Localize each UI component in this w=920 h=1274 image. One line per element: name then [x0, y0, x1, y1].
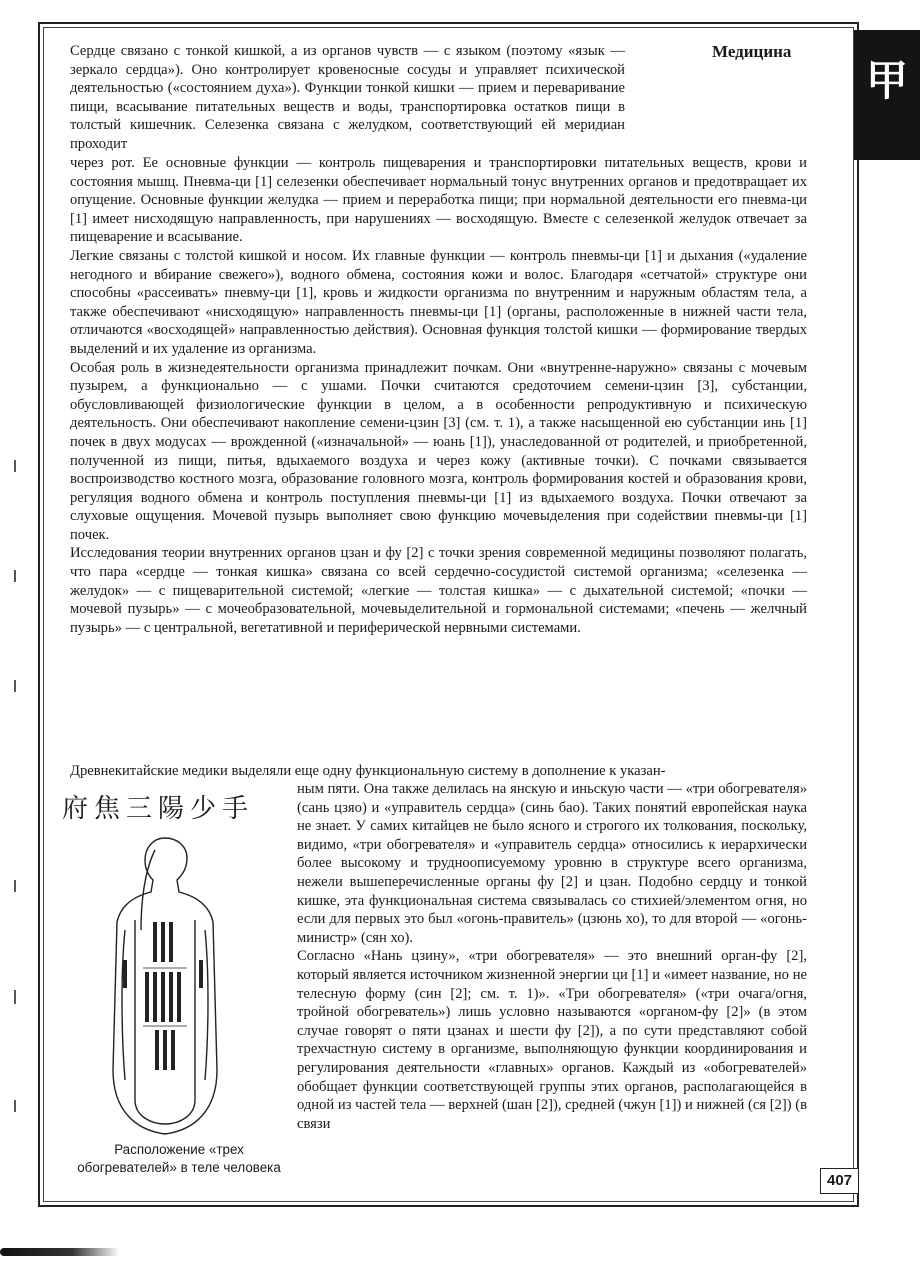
- paragraph: через рот. Ее основные функции — контроль пищеварения и транспортировки питательных веществ, крови и состояния мышц. Пневма-ци [1] селезенки обеспечивает нормальный тонус внутренних органов и предотвращает их опущение. Основные функции желудка — прием и переработка пищи; при нормальной деятельности его пневма-ци [1] имеет нисходящую направленность, при нарушениях — восходящую. Вместе с селезенкой желудок отвечает за пищеварение и всасывание.: [70, 155, 807, 246]
- section-tab: [854, 30, 920, 160]
- wrap-head-line: [70, 762, 807, 781]
- paragraph: Древнекитайские медики выделяли еще одну функциональную систему в дополнение к указан-: [70, 763, 666, 779]
- page-number: 407: [820, 1168, 859, 1194]
- scan-smear: [0, 1248, 120, 1256]
- margin-mark: [14, 1100, 16, 1112]
- main-text: [70, 154, 807, 637]
- margin-mark: [14, 460, 16, 472]
- right-column-text: [297, 780, 807, 1133]
- paragraph: Исследования теории внутренних органов цзан и фу [2] с точки зрения современной медицины позволяют полагать, что пара «сердце — тонкая кишка» связана со всей сердечно-сосудистой системой организма; «селезенка — желудок» — с пищеварительной системой; «легкие — толстая кишка» — с дыхательной системой; «почки — мочевой пузырь» — с мочеобразовательной, мочевыделительной и гормональной системами; «печень — желчный пузырь» — с центральной, вегетативной и периферической нервными системами.: [70, 545, 807, 636]
- figure-caption: Расположение «трех обогревателей» в теле человека: [77, 1142, 281, 1175]
- margin-mark: [14, 880, 16, 892]
- paragraph: Легкие связаны с толстой кишкой и носом. Их главные функции — контроль пневмы-ци [1] и дыхания («удаление негодного и вбирание свежего»), водного обмена, состояния кожи и волос. Благодаря «сетчатой» структуре они способны «рассеивать» пневму-ци [1], кровь и жидкости организма по внутренним и наружным областям тела, а также обеспечивают «нисходящую» направленность пневмы-ци [1] (органы, расположенные в нижней части тела, отличаются «восходящей» направленностью действия). Основная функция толстой кишки — формирование твердых выделений и их удаление из организма.: [70, 247, 807, 357]
- section-tab-glyph: 甲: [865, 56, 908, 105]
- margin-mark: [14, 990, 16, 1004]
- margin-mark: [14, 570, 16, 582]
- paragraph: ным пяти. Она также делилась на янскую и иньскую части — «три обогревателя» (сань цзяо) и «управитель сердца» (синь бао). Таких понятий европейская наука не знает. У самих китайцев не было ясного и строгого их толкования, поскольку, видимо, «три обогревателя» и «управитель сердца» относились к иерархически более высокому и трудноописуемому уровню в структуре всего организма, нежели вышеперечисленные органы фу [2] и цзан. Подобно сердцу и тонкой кишке, эта функциональная система связывалась со стихией/элементом огня, но если для первых это был «огонь-правитель» (цзюнь хо), то для второй — «огонь-министр» (сян хо).: [297, 781, 807, 946]
- margin-mark: [14, 680, 16, 692]
- section-title: Медицина: [712, 42, 792, 61]
- figure-three-burners: [95, 830, 235, 1140]
- paragraph: Согласно «Нань цзину», «три обогревателя» — это внешний орган-фу [2], который является источником жизненной энергии ци [1] и «имеет название, но не телесную форму (син [2]; см. т. 1)». «Три обогревателя» («три очага/огня, тройной обогреватель») лишь условно называются «органом-фу [2]» (в этом случае говорят о пяти цзанах и шести фу [2]), а по сути представляют собой трехчастную систему в организме, выполняющую функции координирования и регулирования деятельности «главных» органов. Каждый из «обогревателей» обобщает функции соответствующей группы этих органов, располагающейся в одной из частей тела — верхней (шан [2]), средней (чжун [1]) и нижней (ся [2]) (в связи: [297, 948, 807, 1132]
- figure-title: 府焦三陽少手: [62, 794, 255, 824]
- paragraph: Сердце связано с тонкой кишкой, а из органов чувств — с языком (поэтому «язык — зеркало сердца»). Оно контролирует кровеносные сосуды и управляет психической деятельностью («состоянием духа»). Функции тонкой кишки — прием и переваривание пищи, всасывание питательных веществ и воды, транспортировка остатков пищи в толстый кишечник. Селезенка связана с желудком, соответствующий ей меридиан проходит: [70, 43, 625, 152]
- paragraph: Особая роль в жизнедеятельности организма принадлежит почкам. Они «внутренне-наружно» связаны с мочевым пузырем, а функционально — с ушами. Почки считаются средоточием семени-цзин [3], субстанции, обусловливающей физиологические функции в целом, а в особенности репродуктивную и психическую деятельность. Они обеспечивают накопление семени-цзин [3] (см. т. 1), а также насыщенной ею субстанции инь [1] почек в двух модусах — врожденной («изначальной» — юань [1]), унаследованной от родителей, и приобретенной, полученной из пищи, питья, вдыхаемого воздуха и через кожу (активные точки). С почками связывается воспроизводство костного мозга, образование головного мозга, контроль формирования костей и образования крови, регуляция водного обмена и контроль поступления пневмы-ци [1] из вдыхаемого воздуха. Почки отвечают за слуховые ощущения. Мочевой пузырь выполняет свою функцию мочевыделения при содействии пневмы-ци [1] почек.: [70, 359, 807, 543]
- top-paragraph: [70, 42, 625, 154]
